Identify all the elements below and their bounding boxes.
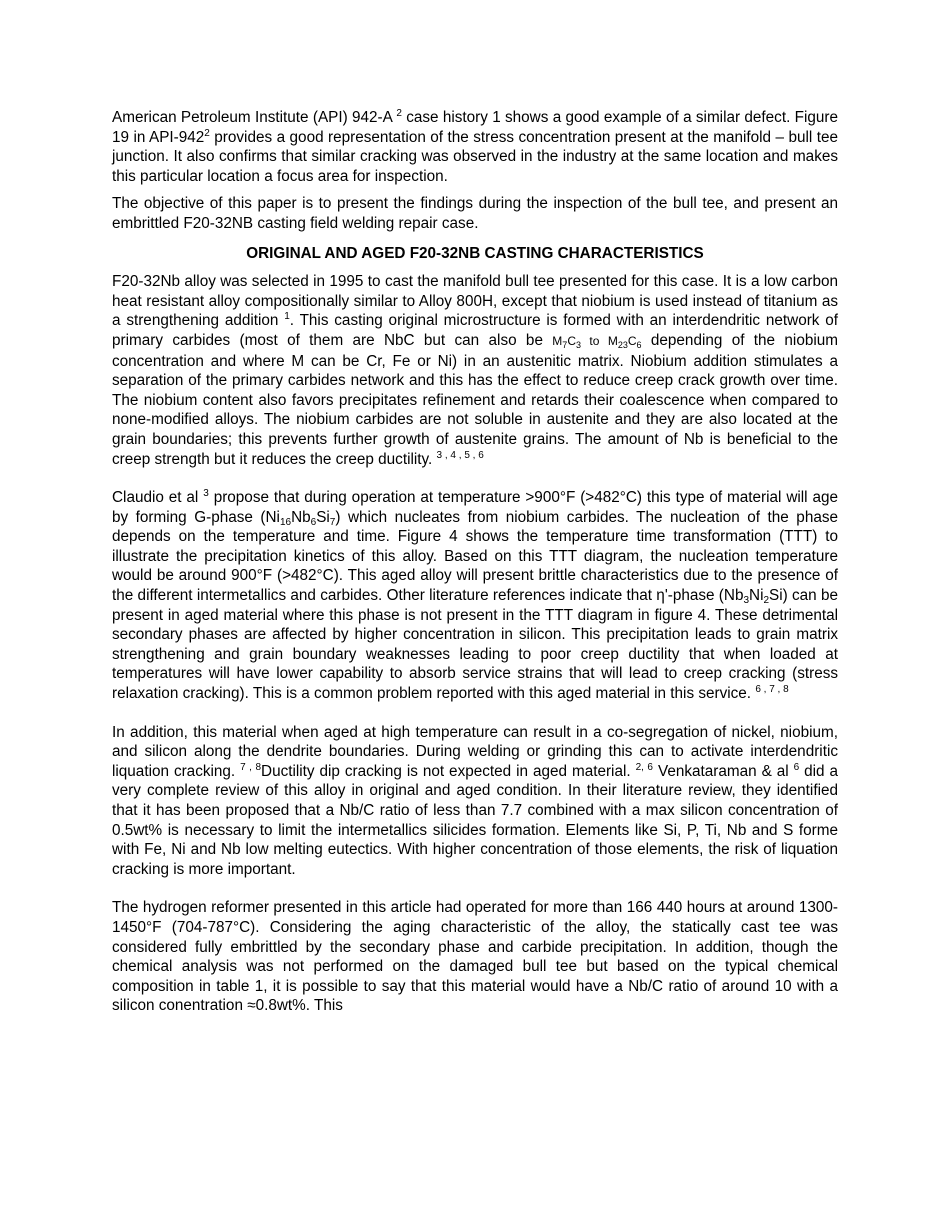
citation: 6: [793, 761, 800, 773]
citation: 3 , 4 , 5 , 6: [436, 449, 484, 461]
citation: 2, 6: [635, 761, 653, 773]
paragraph-segregation: In addition, this material when aged at high temperature can result in a co-segregation of nickel, niobium, and silicon along the dendrite boundaries. During welding or grinding this can to activate interdendritic liquation cracking. $^{7 , 8}$Ductility dip cracking is not expected in aged material. $^{2, 6}$ Venkataraman & al $^6$ did a very complete review of this alloy in original and aged condition. In their literature review, they identified that it has been proposed that a Nb/C ratio of less than 7.7 combined with a max silicon concentration of 0.5wt% is necessary to limit the intermetallics silicides formation. Elements like Si, P, Ti, Nb and S forme with Fe, Ni and Nb low melting eutectics. With higher concentration of those elements, the risk of liquation cracking is more important.: [112, 723, 839, 878]
paragraph-api-942: American Petroleum Institute (API) 942-A $^2$ case history 1 shows a good example of a similar defect. Figure 19 in API-$942^2$ provides a good representation of the stress concentration present at the manifold – bull tee junction. It also confirms that similar cracking was observed in the industry at the same location and makes this particular location a focus area for inspection.: [112, 108, 838, 185]
paragraph-g-phase: Claudio et al $^3$ propose that during operation at temperature >900°F (>482°C) this type of material will age by forming G-phase $(Ni_{16}Nb_6Si_7)$ which nucleates from niobium carbides. The nucleation of the phase depends on the temperature and time. Figure 4 shows the temperature time transformation (TTT) to illustrate the precipitation kinetics of this alloy. Based on this TTT diagram, the nucleation temperature would be around 900°F (>482°C). This aged alloy will present brittle characteristics due to the presence of the different intermetallics and carbides. Other literature references indicate that η'-phase $(Nb_3Ni_2Si)$ can be present in aged material where this phase is not present in the TTT diagram in figure 4. These detrimental secondary phases are affected by higher concentration in silicon. This precipitation leads to grain matrix strengthening and grain boundary weaknesses leading to poor creep ductility that when loaded at temperatures will have lower capability to absorb service strains that will lead to creep cracking (stress relaxation cracking). This is a common problem reported with this aged material in this service. $^{6 , 7 , 8}$: [112, 488, 838, 703]
paragraph-alloy-description: F20-32Nb alloy was selected in 1995 to cast the manifold bull tee presented for this case. It is a low carbon heat resistant alloy compositionally similar to Alloy 800H, except that niobium is used instead of titanium as a strengthening addition $^1$. This casting original microstructure is formed with an interdendritic network of primary carbides (most of them are NbC but can also be $M_7C_3$ to $M_{23}C_6$ depending of the niobium concentration and where M can be Cr, Fe or Ni) in an austenitic matrix. Niobium addition stimulates a separation of the primary carbides network and this has the effect to reduce creep crack growth over time. The niobium content also favors precipitates refinement and retards their coalescence when compared to none-modified alloys. The niobium carbides are not soluble in austenite and they are also located at the grain boundaries; this prevents further growth of austenite grains. The amount of Nb is beneficial to the creep strength but it reduces the creep ductility. $^{3 , 4 , 5 , 6}$: [112, 273, 839, 468]
carbide-formula: $M_7C_3$ to $M_{23}C_6$: [552, 333, 642, 350]
citation: 2: [396, 108, 402, 119]
citation: 7 , 8: [240, 761, 262, 773]
citation: 1: [284, 311, 290, 323]
citation: 2: [204, 127, 210, 139]
document-page: [112, 108, 838, 1016]
paragraph-hydrogen-reformer: The hydrogen reformer presented in this article had operated for more than 166 440 hours at around 1300-1450°F (704-787°C). Considering the aging characteristic of the alloy, the statically cast tee was considered fully embrittled by the secondary phase and carbide precipitation. In addition, though the chemical analysis was not performed on the damaged bull tee but based on the typical chemical composition in table 1, it is possible to say that this material would have a Nb/C ratio of around 10 with a silicon conentration ≈0.8wt%. This: [112, 899, 838, 1015]
citation: 6 , 7 , 8: [755, 684, 789, 696]
section-heading: ORIGINAL AND AGED F20-32NB CASTING CHARACTERISTICS: [246, 244, 704, 262]
paragraph-objective: The objective of this paper is to present the findings during the inspection of the bull tee, and present an embrittled F20-32NB casting field welding repair case.: [112, 195, 838, 232]
citation: 3: [203, 488, 209, 500]
